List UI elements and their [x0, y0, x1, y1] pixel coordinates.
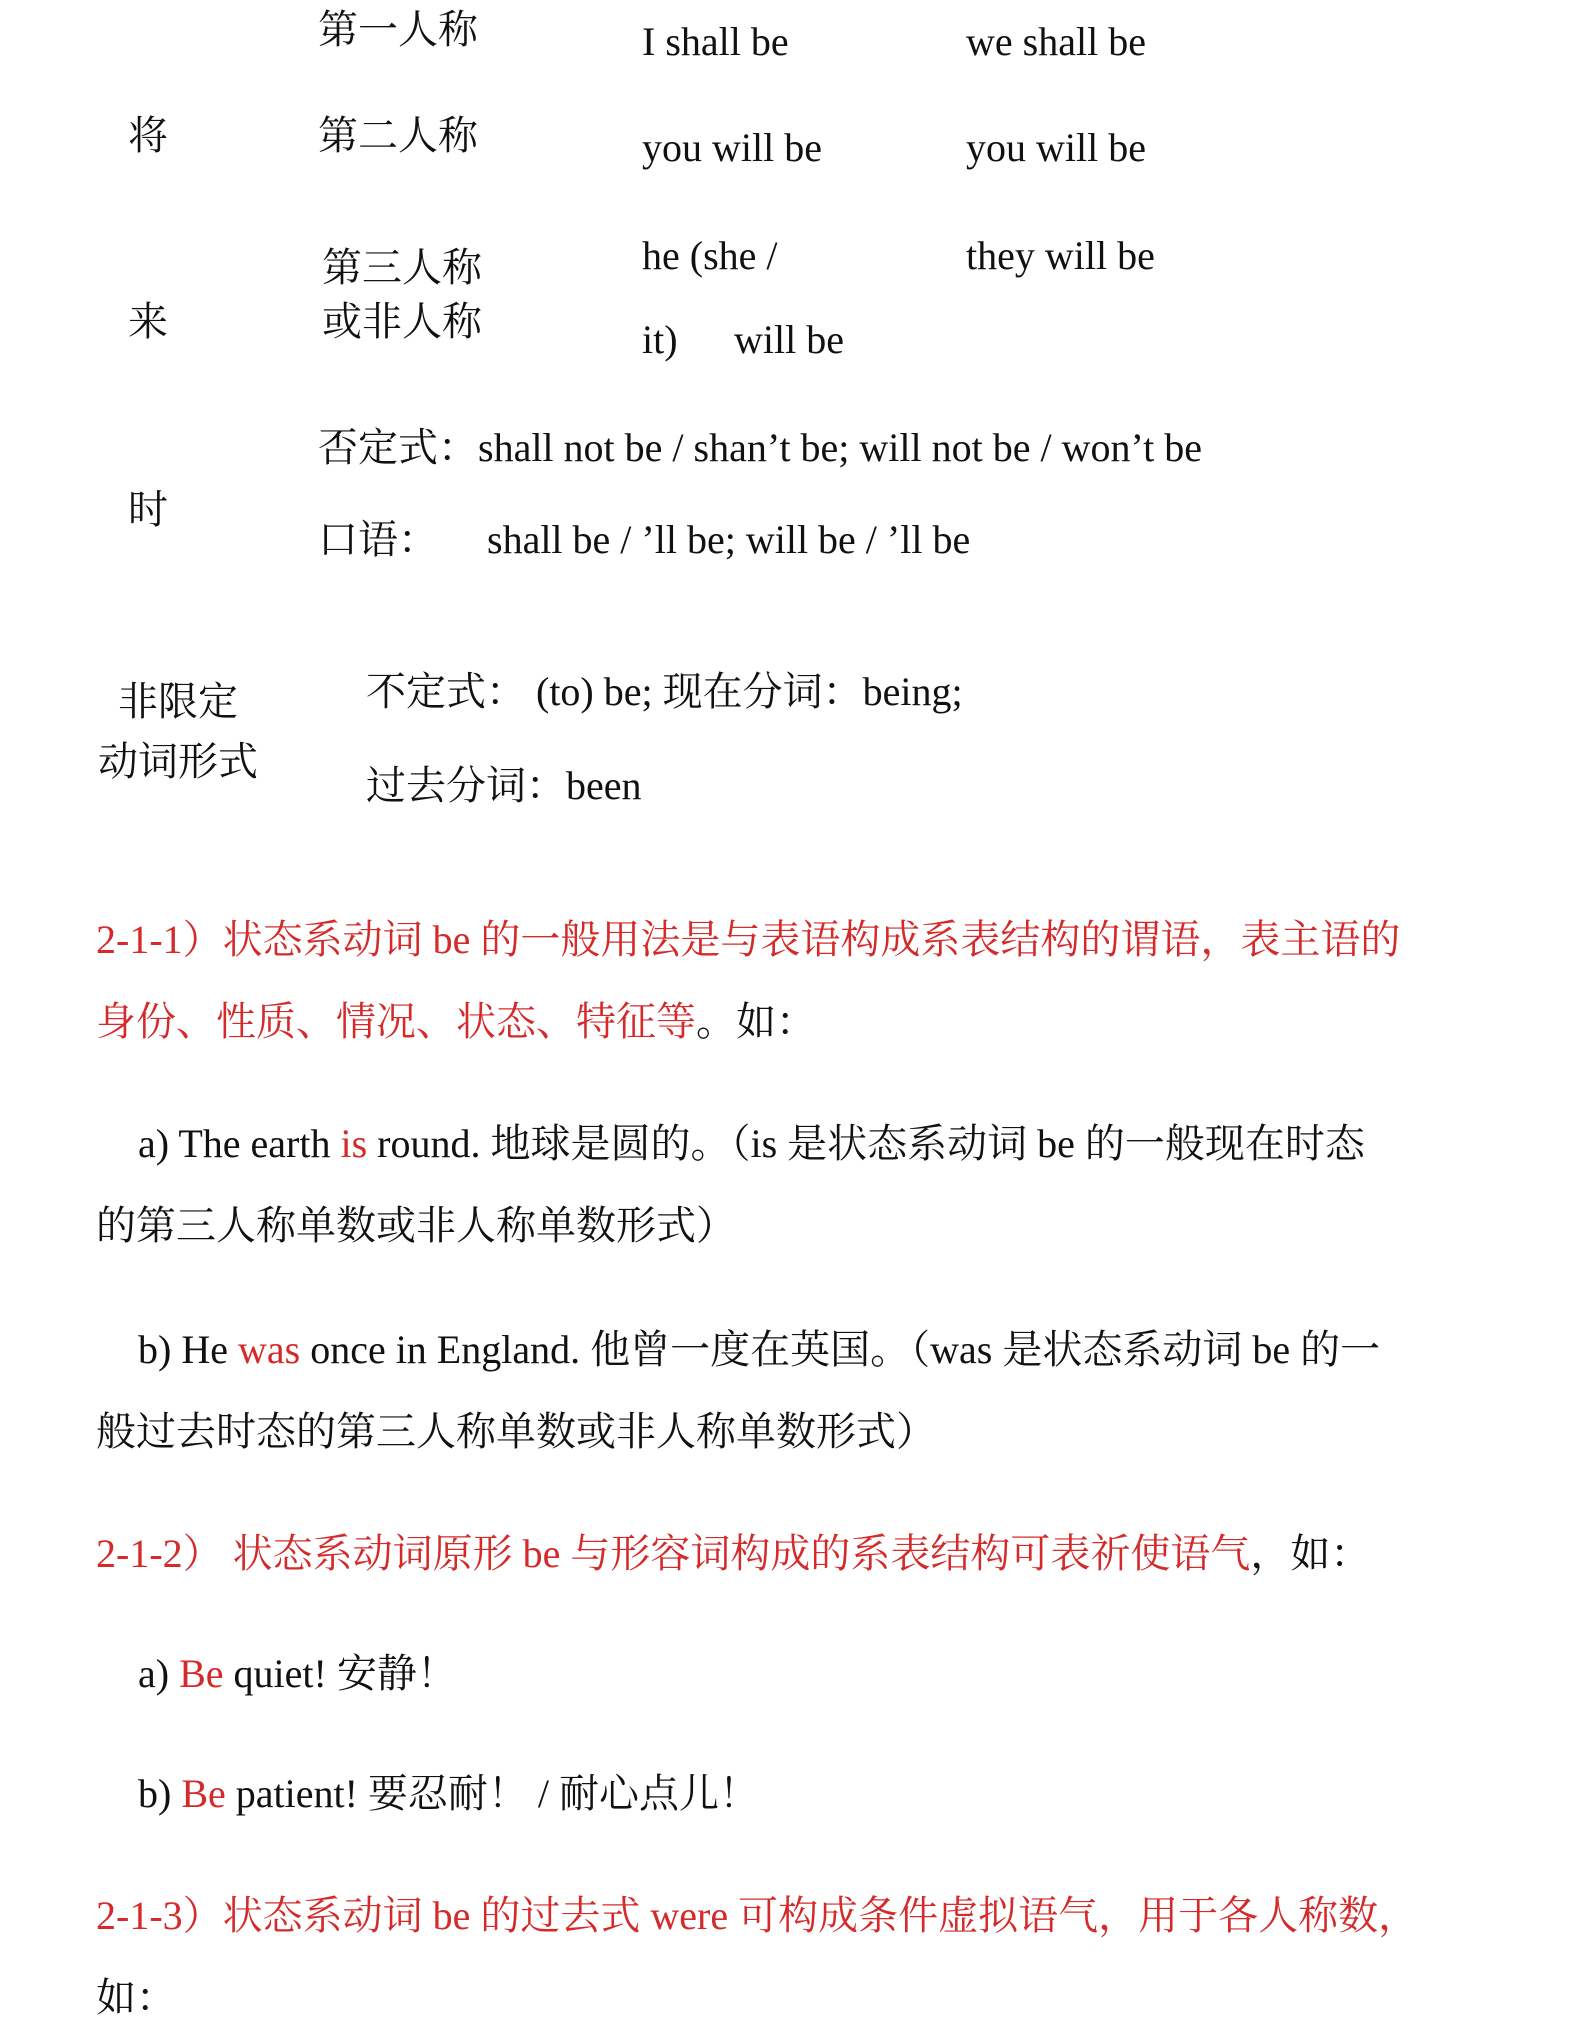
- section-2-1-1-heading-line2-red: 身份、性质、情况、状态、特征等: [96, 999, 696, 1044]
- example-1b-pre: b) He: [138, 1327, 238, 1372]
- section-2-1-1-heading-line1: 2-1-1）状态系动词 be 的一般用法是与表语构成系表结构的谓语，表主语的: [96, 917, 1401, 962]
- example-1a-continuation: 的第三人称单数或非人称单数形式）: [96, 1203, 736, 1248]
- example-2a-post: quiet! 安静！: [223, 1651, 457, 1696]
- example-1a-highlight: is: [340, 1121, 368, 1166]
- example-1b: [138, 1327, 1381, 1372]
- row3-plural: they will be: [966, 233, 1155, 278]
- section-2-1-1-heading-line2-black: 。如：: [696, 999, 816, 1044]
- colloquial-label: 口语：: [318, 517, 438, 562]
- row3-person-line1: 第三人称: [322, 245, 482, 290]
- section-2-1-2-heading: [96, 1531, 1371, 1576]
- row3-singular-line2: it): [642, 317, 678, 362]
- row3-singular-line1: he (she /: [642, 233, 778, 278]
- example-2a-pre: a): [138, 1651, 180, 1696]
- example-1a: [138, 1121, 1365, 1166]
- section-2-1-2-heading-red: 2-1-2） 状态系动词原形 be 与形容词构成的系表结构可表祈使语气: [96, 1531, 1251, 1576]
- nonfinite-label-line2: 动词形式: [98, 739, 258, 784]
- example-2a: [138, 1651, 457, 1696]
- row1-singular: I shall be: [642, 19, 789, 64]
- example-1a-pre: a) The earth: [138, 1121, 341, 1166]
- negative-form: 否定式：shall not be / shan’t be; will not be / won’t be: [318, 425, 1202, 470]
- row2-person: 第二人称: [318, 113, 478, 158]
- nonfinite-infinitive-participle: 不定式： (to) be; 现在分词：being;: [366, 669, 963, 714]
- example-2b-highlight: Be: [181, 1771, 226, 1816]
- section-2-1-2-heading-black: ，如：: [1250, 1531, 1371, 1576]
- example-1b-highlight: was: [237, 1327, 301, 1372]
- nonfinite-past-participle: 过去分词：been: [366, 763, 642, 808]
- future-tense-label-shi: 时: [128, 487, 168, 532]
- example-1b-post: once in England. 他曾一度在英国。（was 是状态系动词 be 的一: [300, 1327, 1381, 1372]
- row2-singular: you will be: [642, 125, 822, 170]
- example-2b-post: patient! 要忍耐！ / 耐心点儿！: [225, 1771, 760, 1816]
- row1-person: 第一人称: [318, 7, 478, 52]
- example-1a-post: round. 地球是圆的。（is 是状态系动词 be 的一般现在时态: [367, 1121, 1365, 1166]
- section-2-1-3-heading: 2-1-3）状态系动词 be 的过去式 were 可构成条件虚拟语气，用于各人称数，: [96, 1893, 1419, 1938]
- row2-plural: you will be: [966, 125, 1146, 170]
- example-2b-pre: b): [138, 1771, 182, 1816]
- row1-plural: we shall be: [966, 19, 1146, 64]
- example-2b: [138, 1771, 760, 1816]
- section-2-1-3-heading-line2: 如：: [96, 1975, 176, 2020]
- section-2-1-1-heading-line2: [96, 999, 816, 1044]
- row3-singular-line2-verb: will be: [734, 317, 844, 362]
- row3-person-line2: 或非人称: [322, 299, 482, 344]
- colloquial-form: shall be / ’ll be; will be / ’ll be: [487, 517, 971, 562]
- example-2a-highlight: Be: [179, 1651, 224, 1696]
- future-tense-label-lai: 来: [128, 299, 168, 344]
- nonfinite-label-line1: 非限定: [118, 679, 238, 724]
- future-tense-label-jiang: 将: [128, 113, 168, 158]
- example-1b-continuation: 般过去时态的第三人称单数或非人称单数形式）: [96, 1409, 936, 1454]
